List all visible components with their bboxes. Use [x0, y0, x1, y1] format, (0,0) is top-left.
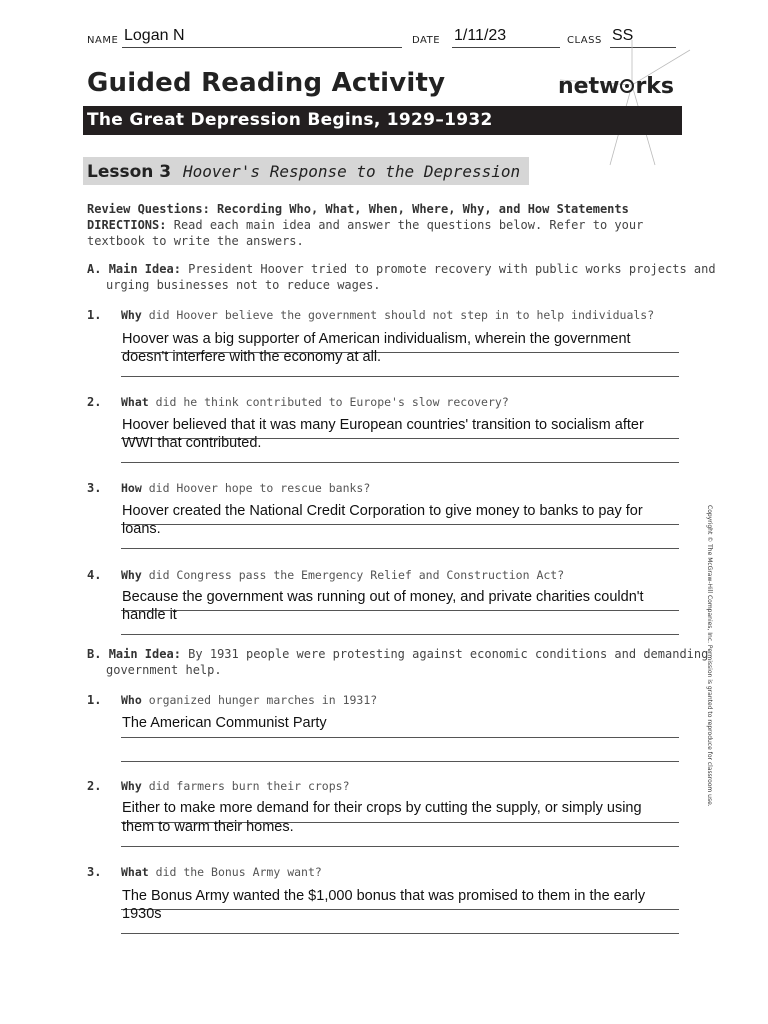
networks-logo [558, 74, 674, 99]
answer-line [121, 933, 679, 934]
logo-suffix: rks [635, 74, 675, 99]
question-a2 [121, 395, 509, 409]
question-a3-number: 3. [87, 481, 102, 495]
question-a4-number: 4. [87, 568, 102, 582]
directions-line1 [87, 217, 643, 233]
answer-line [121, 462, 679, 463]
question-b2 [121, 779, 350, 793]
answer-a2-line1[interactable]: Hoover believed that it was many European countries' transition to socialism after [122, 417, 644, 433]
answer-line [121, 737, 679, 738]
question-a2-text: did he think contributed to Europe's slow recovery? [155, 395, 509, 409]
answer-a3-line1[interactable]: Hoover created the National Credit Corporation to give money to banks to pay for [122, 503, 643, 519]
question-a2-lead: What [121, 395, 149, 409]
question-a1-text: did Hoover believe the government should not step in to help individuals? [148, 308, 655, 322]
directions-text: Read each main idea and answer the questions below. Refer to your [173, 218, 644, 232]
page-title: Guided Reading Activity [87, 68, 446, 98]
answer-a1-line2[interactable]: doesn't interfere with the economy at all. [122, 349, 382, 365]
question-a4-text: did Congress pass the Emergency Relief and Construction Act? [148, 568, 565, 582]
directions-label: DIRECTIONS: [87, 218, 167, 232]
copyright-notice: Copyright © The McGraw-Hill Companies, Inc. Permission is granted to reproduce for classroom use. [706, 505, 713, 807]
question-b1-lead: Who [121, 693, 142, 707]
main-idea-a-text2: urging businesses not to reduce wages. [106, 278, 381, 292]
question-b2-text: did farmers burn their crops? [148, 779, 350, 793]
lesson-name: Hoover's Response to the Depression [183, 162, 521, 181]
answer-line [121, 376, 679, 377]
date-value: 1/11/23 [454, 27, 507, 44]
answer-line [121, 909, 679, 910]
answer-a2-line2[interactable]: WWI that contributed. [122, 435, 262, 451]
main-idea-a-label: Main Idea: [108, 262, 181, 276]
answer-b1-line1[interactable]: The American Communist Party [122, 715, 327, 731]
main-idea-b-text1: By 1931 people were protesting against economic conditions and demanding [188, 647, 709, 661]
answer-b3-line2[interactable]: 1930s [122, 906, 162, 922]
question-b3-lead: What [121, 865, 149, 879]
question-a4 [121, 568, 564, 582]
question-a2-number: 2. [87, 395, 102, 409]
answer-line [121, 610, 679, 611]
date-label: DATE [412, 35, 441, 46]
answer-line [121, 634, 679, 635]
question-b1-text: organized hunger marches in 1931? [148, 693, 378, 707]
starburst-decoration [540, 40, 700, 170]
question-b3-text: did the Bonus Army want? [155, 865, 322, 879]
answer-line [121, 761, 679, 762]
answer-b2-line1[interactable]: Either to make more demand for their crops by cutting the supply, or simply using [122, 800, 642, 816]
answer-a1-line1[interactable]: Hoover was a big supporter of American individualism, wherein the government [122, 331, 631, 347]
main-idea-b-text2: government help. [106, 663, 222, 677]
question-b3-number: 3. [87, 865, 102, 879]
main-idea-a-text1: President Hoover tried to promote recovery with public works projects and [188, 262, 716, 276]
answer-line [121, 846, 679, 847]
main-idea-a [87, 261, 716, 277]
name-label: NAME [87, 35, 119, 46]
main-idea-b-label: Main Idea: [108, 647, 181, 661]
main-idea-b-letter: B. [87, 647, 102, 661]
answer-b2-line2[interactable]: them to warm their homes. [122, 819, 294, 835]
question-a4-lead: Why [121, 568, 142, 582]
question-b3 [121, 865, 322, 879]
lesson-band [83, 157, 529, 185]
review-heading: Review Questions: Recording Who, What, When, Where, Why, and How Statements [87, 202, 629, 216]
question-b1-number: 1. [87, 693, 102, 707]
name-field[interactable] [122, 26, 402, 48]
chapter-title: The Great Depression Begins, 1929–1932 [87, 110, 493, 130]
answer-a4-line1[interactable]: Because the government was running out of money, and private charities couldn't [122, 589, 644, 605]
question-b2-lead: Why [121, 779, 142, 793]
question-a1-number: 1. [87, 308, 102, 322]
directions-line2: textbook to write the answers. [87, 234, 304, 248]
gear-icon [619, 75, 635, 91]
lesson-label: Lesson 3 [87, 162, 172, 182]
question-a1-lead: Why [121, 308, 142, 322]
main-idea-a-letter: A. [87, 262, 102, 276]
question-a3-text: did Hoover hope to rescue banks? [148, 481, 371, 495]
question-a3-lead: How [121, 481, 142, 495]
question-a1 [121, 308, 654, 322]
class-label: CLASS [567, 35, 602, 46]
answer-a3-line2[interactable]: loans. [122, 521, 161, 537]
question-a3 [121, 481, 370, 495]
chapter-band [83, 106, 682, 135]
logo-prefix: netw [558, 74, 620, 99]
name-value: Logan N [124, 27, 185, 44]
answer-line [121, 548, 679, 549]
answer-a4-line2[interactable]: handle it [122, 607, 177, 623]
question-b1 [121, 693, 377, 707]
answer-b3-line1[interactable]: The Bonus Army wanted the $1,000 bonus that was promised to them in the early [122, 888, 646, 904]
class-value: SS [612, 27, 634, 44]
main-idea-b [87, 646, 708, 662]
answer-line [121, 524, 679, 525]
question-b2-number: 2. [87, 779, 102, 793]
